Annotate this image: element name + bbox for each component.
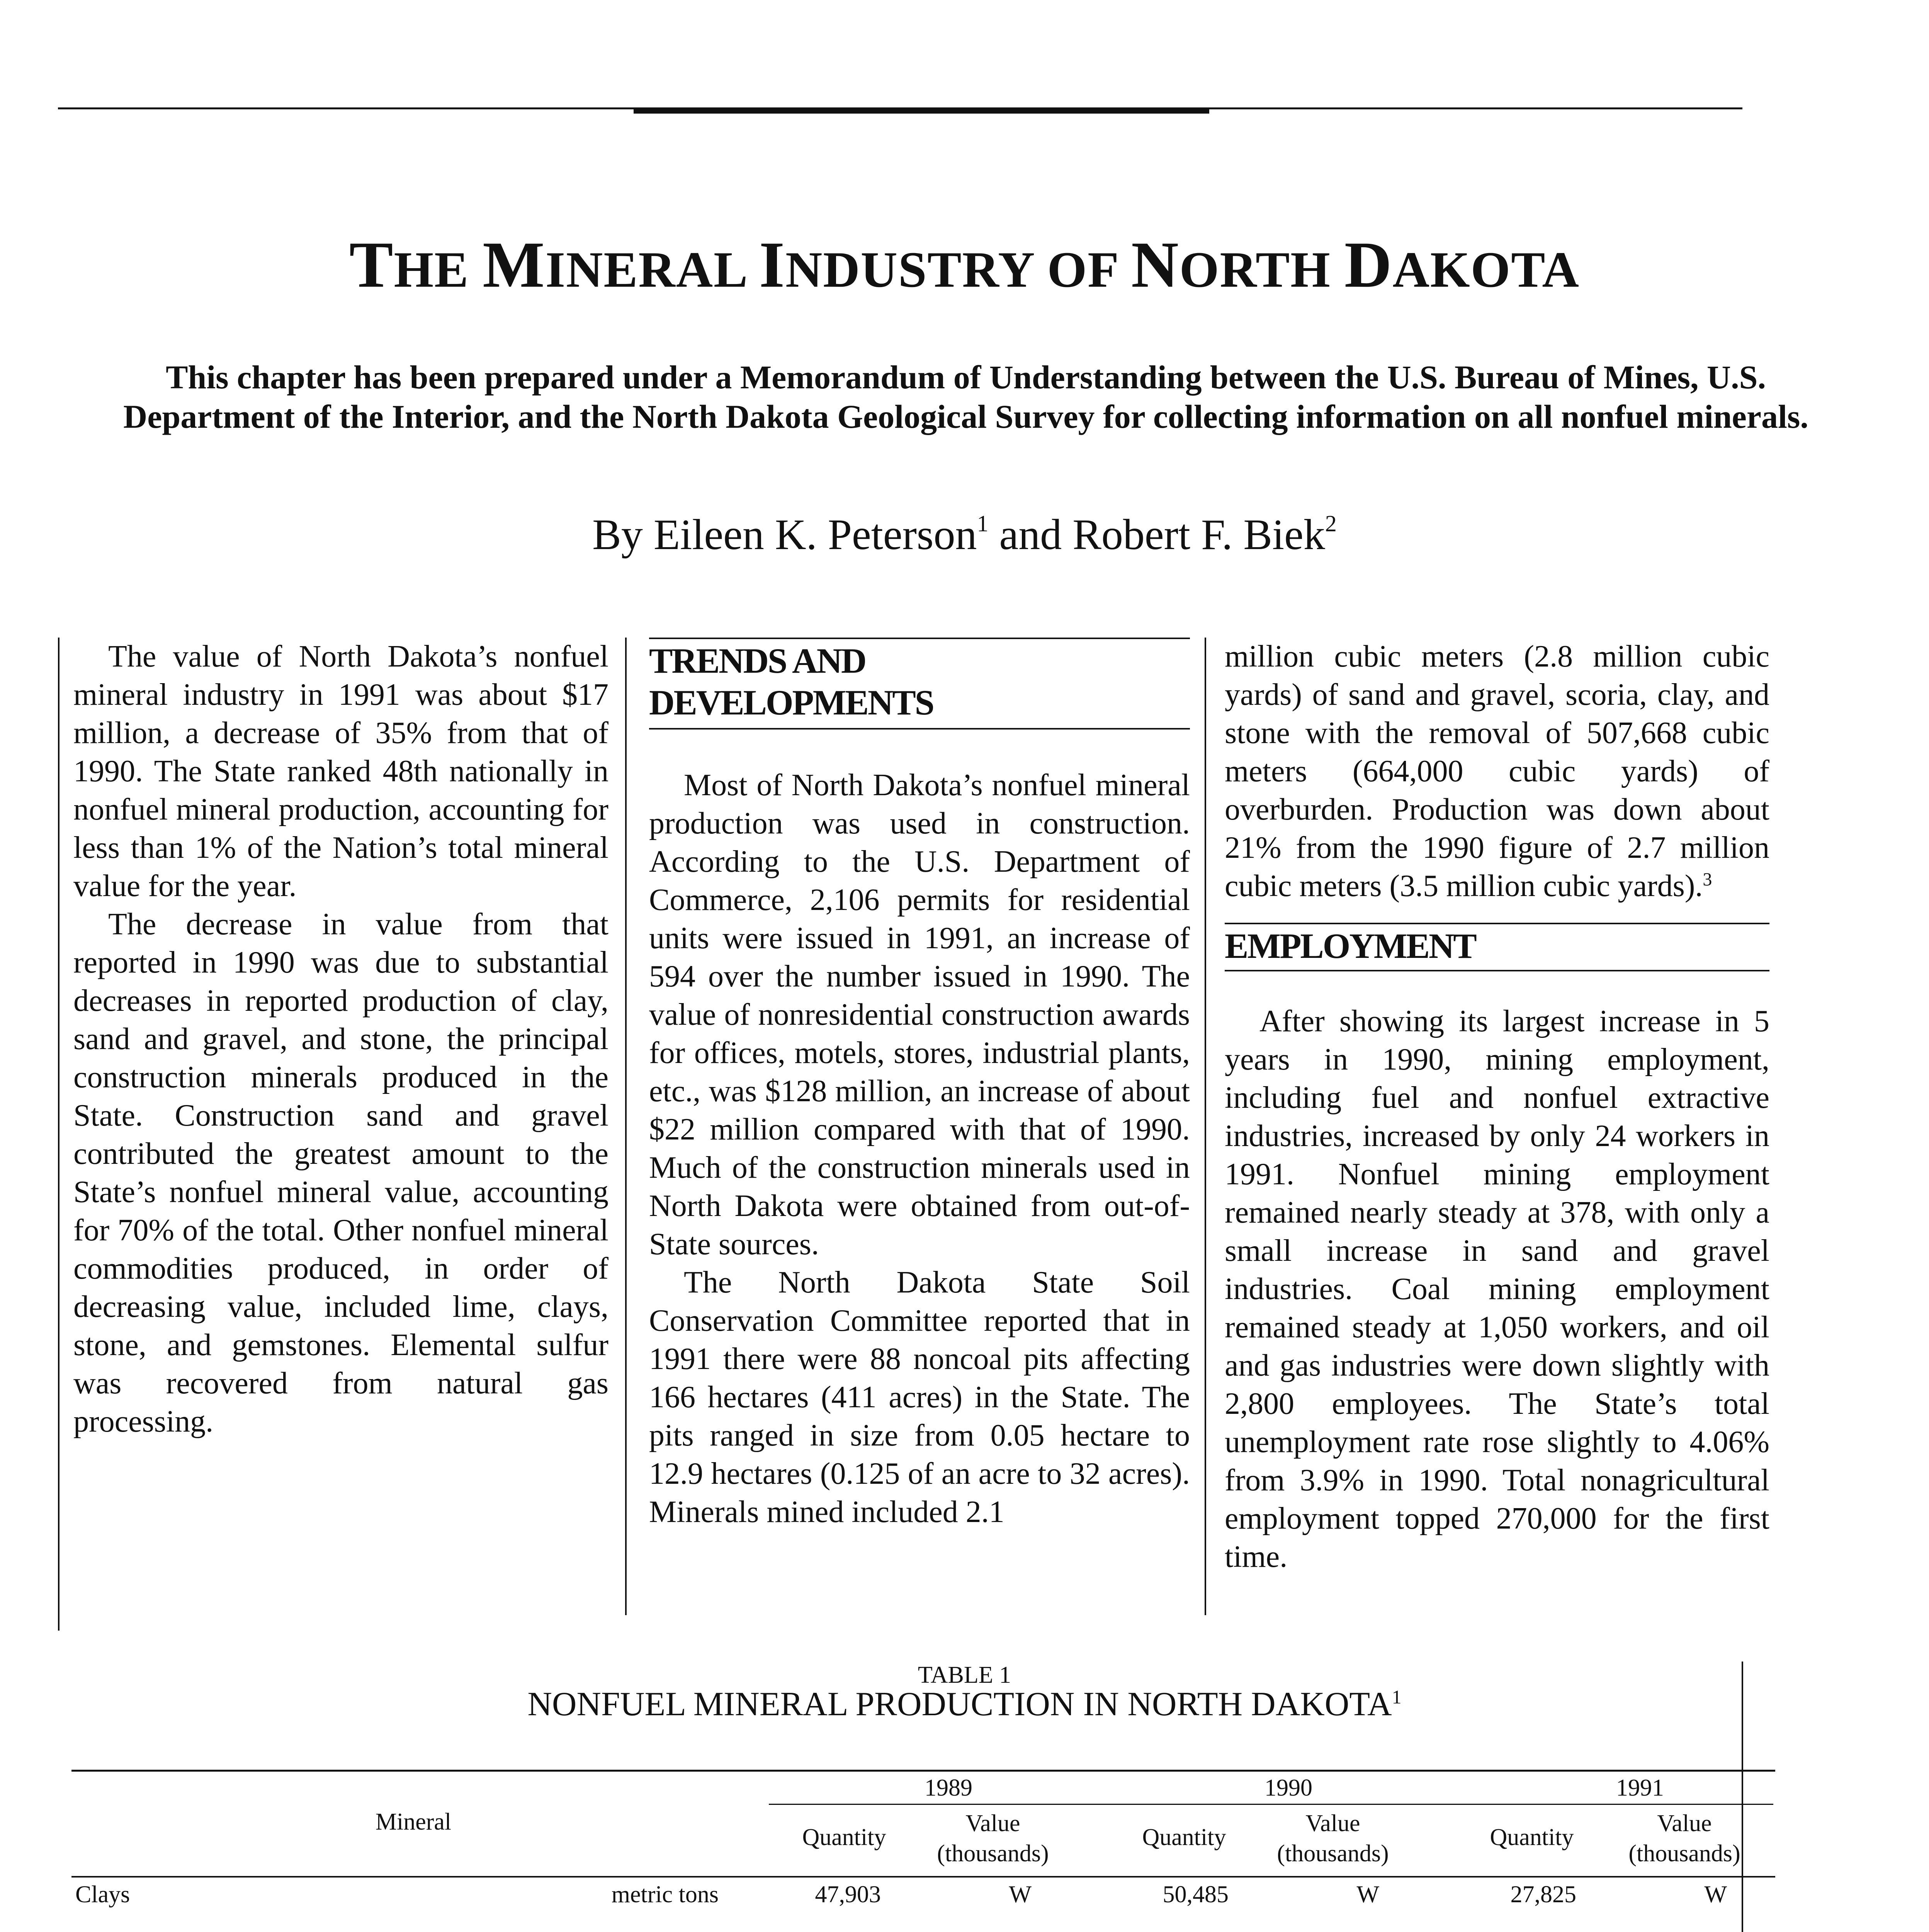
year-rule <box>769 1804 1128 1805</box>
section-heading-trends: TRENDS AND DEVELOPMENTS <box>649 641 933 722</box>
paragraph: After showing its largest increase in 5 years in 1990, mining employment, including fuel and nonfuel extractive industries, increased by only 24 workers in 1991. Nonfuel mining employment remained nearly steady at 378, with only a small increase in sand and gravel industries. Coal mining employment remained steady at 1,050 workers, and oil and gas industries were down slightly with 2,800 employees. The State’s total unemployment rate rose slightly to 4.06% from 3.9% in 1990. Total nonagricultural employment topped 270,000 for the first time. <box>1225 1004 1769 1574</box>
year-header: 1990 <box>1264 1775 1312 1801</box>
table-row-label: Clays <box>75 1881 130 1908</box>
year-rule <box>1460 1804 1773 1805</box>
table-cell: 47,903 <box>815 1881 881 1908</box>
table-title: NONFUEL MINERAL PRODUCTION IN NORTH DAKOTA$^1$ <box>527 1685 1402 1723</box>
intro-note: This chapter has been prepared under a Memorandum of Understanding between the U.S. Bureau of Mines, U.S. Department of the Interior, and the North Dakota Geological Survey for collecting information on all nonfuel minerals. <box>123 359 1808 435</box>
year-header: 1991 <box>1616 1775 1664 1801</box>
table-cell: W <box>1009 1881 1032 1908</box>
table-top-rule <box>71 1770 1775 1772</box>
paragraph: Most of North Dakota’s nonfuel mineral production was used in construction. According to the U.S. Department of Commerce, 2,106 permits for residential units were issued in 1991, an increase of 594 over the number issued in 1990. The value of nonresidential construction awards for offices, motels, stores, industrial plants, etc., was $128 million, an increase of about $22 million compared with that of 1990. Much of the construction minerals used in North Dakota were obtained from out-of-State sources. <box>649 768 1190 1261</box>
value-header: Value (thousands) <box>937 1810 1049 1867</box>
section-heading-employment: EMPLOYMENT <box>1225 926 1476 966</box>
value-header: Value (thousands) <box>1628 1810 1740 1867</box>
paragraph: The decrease in value from that reported in 1990 was due to substantial decreases in reported production of clay, sand and gravel, and stone, the principal construction minerals produced in the State. Construction sand and gravel contributed the greatest amount to the State’s nonfuel mineral value, accounting for 70% of the total. Other nonfuel mineral commodities produced, in order of decreasing value, included lime, clays, stone, and gemstones. Elemental sulfur was recovered from natural gas processing. <box>73 907 608 1439</box>
table-cell: W <box>1356 1881 1379 1908</box>
quantity-header: Quantity <box>1142 1824 1226 1850</box>
value-header: Value (thousands) <box>1277 1810 1389 1867</box>
paragraph: The North Dakota State Soil Conservation Committee reported that in 1991 there were 88 noncoal pits affecting 166 hectares (411 acres) in the State. The pits ranged in size from 0.05 hectare to 12.9 hectares (0.125 of an acre to 32 acres). Minerals mined included 2.1 <box>649 1265 1190 1529</box>
byline: By Eileen K. Peterson$^1$ and Robert F. Biek$^2$ <box>592 510 1337 559</box>
table-cell: W <box>1704 1881 1727 1908</box>
year-rule <box>1109 1804 1468 1805</box>
table-cell: 27,825 <box>1510 1881 1576 1908</box>
paragraph: million cubic meters (2.8 million cubic yards) of sand and gravel, scoria, clay, and stone with the removal of 507,668 cubic meters (664,000 cubic yards) of overburden. Production was down about 21% from the 1990 figure of 2.7 million cubic meters (3.5 million cubic yards).$^3$ <box>1225 639 1769 903</box>
table-cell: 50,485 <box>1162 1881 1229 1908</box>
table-number: TABLE 1 <box>918 1662 1011 1688</box>
paragraph: The value of North Dakota’s nonfuel mineral industry in 1991 was about $17 million, a decrease of 35% from that of 1990. The State ranked 48th nationally in nonfuel mineral production, accounting for less than 1% of the Nation’s total mineral value for the year. <box>73 639 608 903</box>
header-bottom-rule <box>71 1876 1775 1878</box>
table-row-unit: metric tons <box>611 1881 719 1908</box>
page-title: THE MINERAL INDUSTRY OF NORTH DAKOTA <box>349 228 1580 301</box>
mineral-header: Mineral <box>375 1809 452 1835</box>
quantity-header: Quantity <box>1490 1824 1574 1850</box>
year-header: 1989 <box>925 1775 972 1801</box>
quantity-header: Quantity <box>802 1824 886 1850</box>
